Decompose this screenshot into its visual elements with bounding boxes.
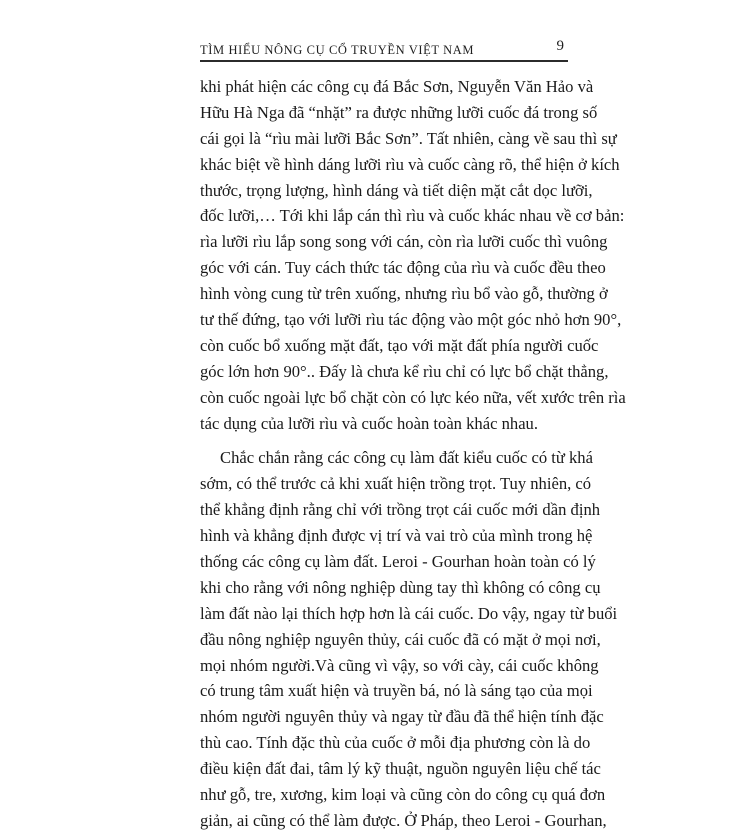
text-line: hình và khẳng định được vị trí và vai trò của mình trong hệ: [200, 526, 593, 546]
text-line: Hữu Hà Nga đã “nhặt” ra được những lưỡi cuốc đá trong số: [200, 102, 598, 122]
text-line: góc với cán. Tuy cách thức tác động của rìu và cuốc đều theo: [200, 258, 606, 278]
text-line: nhóm người nguyên thủy và ngay từ đầu đã thể hiện tính đặc: [200, 707, 604, 727]
text-line: hình vòng cung từ trên xuống, nhưng rìu bổ vào gỗ, thường ở: [200, 284, 608, 304]
text-line: như gỗ, tre, xương, kim loại và cũng còn do công cụ quá đơn: [200, 785, 606, 805]
text-line: thống các công cụ làm đất. Leroi - Gourhan hoàn toàn có lý: [200, 552, 596, 572]
page-number: 9: [556, 38, 564, 54]
text-line: tác dụng của lưỡi rìu và cuốc hoàn toàn khác nhau.: [200, 413, 539, 433]
text-line: còn cuốc bổ xuống mặt đất, tạo với mặt đất phía người cuốc: [200, 335, 599, 355]
text-line: tư thế đứng, tạo với lưỡi rìu tác động vào một góc nhỏ hơn 90°,: [200, 310, 622, 330]
text-line: khác biệt về hình dáng lưỡi rìu và cuốc càng rõ, thể hiện ở kích: [200, 154, 620, 174]
body-text: [200, 74, 626, 834]
text-line: có trung tâm xuất hiện và truyền bá, nó là sáng tạo của mọi: [200, 681, 593, 701]
text-line: làm đất nào lại thích hợp hơn là cái cuốc. Do vậy, ngay từ buổi: [200, 603, 618, 623]
text-line: đốc lưỡi,… Tới khi lắp cán thì rìu và cuốc khác nhau về cơ bản:: [200, 206, 625, 226]
text-line: sớm, có thể trước cả khi xuất hiện trồng trọt. Tuy nhiên, có: [200, 474, 592, 494]
text-line: góc lớn hơn 90°.. Đấy là chưa kể rìu chỉ có lực bổ chặt thẳng,: [200, 361, 609, 381]
header-rule: [200, 60, 568, 62]
text-line: rìa lưỡi rìu lắp song song với cán, còn rìa lưỡi cuốc thì vuông: [200, 232, 608, 252]
text-line: khi cho rằng với nông nghiệp dùng tay thì không có công cụ: [200, 577, 601, 597]
text-line: cái gọi là “rìu mài lưỡi Bắc Sơn”. Tất nhiên, càng về sau thì sự: [200, 128, 617, 148]
text-line: thể khẳng định rằng chỉ với trồng trọt cái cuốc mới dần định: [200, 500, 601, 520]
text-line: thước, trọng lượng, hình dáng và tiết diện mặt cắt dọc lưỡi,: [200, 180, 593, 200]
text-line: còn cuốc ngoài lực bổ chặt còn có lực kéo nữa, vết xước trên rìa: [200, 387, 626, 407]
text-line: thù cao. Tính đặc thù của cuốc ở mỗi địa phương còn là do: [200, 733, 591, 753]
text-line: mọi nhóm người.Và cũng vì vậy, so với cày, cái cuốc không: [200, 655, 599, 675]
text-line: điều kiện đất đai, tâm lý kỹ thuật, nguồn nguyên liệu chế tác: [200, 759, 601, 779]
paragraph: [200, 74, 626, 436]
running-header: [200, 36, 568, 60]
text-line: đầu nông nghiệp nguyên thủy, cái cuốc đã có mặt ở mọi nơi,: [200, 629, 601, 649]
text-line: giản, ai cũng có thể làm được. Ở Pháp, theo Leroi - Gourhan,: [200, 810, 607, 830]
text-line: khi phát hiện các công cụ đá Bắc Sơn, Nguyễn Văn Hảo và: [200, 77, 594, 96]
running-header-title: TÌM HIỂU NÔNG CỤ CỔ TRUYỀN VIỆT NAM: [200, 43, 475, 57]
paragraph: [200, 445, 618, 833]
text-line: Chắc chắn rằng các công cụ làm đất kiểu cuốc có từ khá: [220, 448, 593, 468]
paragraph-gap: [200, 436, 560, 445]
